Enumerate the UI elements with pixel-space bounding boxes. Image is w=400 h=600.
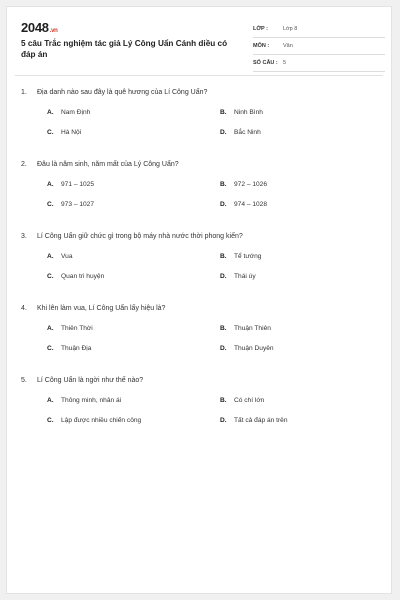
- question-text: [21, 229, 381, 243]
- quiz-meta-table: [253, 21, 385, 72]
- option-a[interactable]: [47, 106, 220, 118]
- option-d[interactable]: [220, 414, 393, 426]
- option-text: Thông minh, nhân ái: [61, 396, 122, 404]
- header-divider: [15, 75, 383, 76]
- option-list: [47, 106, 381, 138]
- meta-value: 5: [283, 60, 287, 66]
- option-letter: B.: [220, 108, 227, 116]
- question-3: [21, 229, 381, 301]
- option-b[interactable]: [220, 322, 393, 334]
- option-letter: C.: [47, 344, 54, 352]
- question-prompt: Khi lên làm vua, Lí Công Uẩn lấy hiệu là?: [37, 304, 166, 312]
- option-list: [47, 394, 381, 426]
- option-letter: C.: [47, 272, 54, 280]
- option-b[interactable]: [220, 250, 393, 262]
- option-d[interactable]: [220, 342, 393, 354]
- question-4: [21, 301, 381, 373]
- option-c[interactable]: [47, 414, 220, 426]
- option-text: Tể tướng: [234, 252, 262, 260]
- option-a[interactable]: [47, 250, 220, 262]
- meta-row-grade: [253, 21, 385, 38]
- option-letter: D.: [220, 344, 227, 352]
- meta-value: Văn: [283, 43, 293, 49]
- option-c[interactable]: [47, 270, 220, 282]
- meta-row-subject: [253, 38, 385, 55]
- option-text: Có chí lớn: [234, 396, 265, 404]
- meta-label: SỐ CÂU :: [253, 60, 278, 66]
- option-letter: D.: [220, 272, 227, 280]
- site-logo[interactable]: [21, 20, 58, 35]
- option-letter: C.: [47, 128, 54, 136]
- option-text: Vua: [61, 252, 73, 260]
- option-b[interactable]: [220, 394, 393, 406]
- option-b[interactable]: [220, 106, 393, 118]
- option-text: Thuận Duyên: [234, 344, 274, 352]
- option-letter: A.: [47, 108, 54, 116]
- option-text: Bắc Ninh: [234, 128, 261, 136]
- option-letter: B.: [220, 180, 227, 188]
- option-text: Thiên Thời: [61, 324, 93, 332]
- question-1: [21, 85, 381, 157]
- option-letter: B.: [220, 252, 227, 260]
- option-letter: B.: [220, 324, 227, 332]
- question-text: [21, 373, 381, 387]
- option-text: 972 – 1026: [234, 180, 268, 188]
- option-d[interactable]: [220, 198, 393, 210]
- option-letter: C.: [47, 416, 54, 424]
- option-text: Quan tri huyện: [61, 272, 105, 280]
- meta-row-question-count: [253, 55, 385, 72]
- option-letter: B.: [220, 396, 227, 404]
- option-letter: D.: [220, 128, 227, 136]
- question-prompt: Đâu là năm sinh, năm mất của Lý Công Uẩn?: [37, 160, 179, 168]
- option-text: 971 – 1025: [61, 180, 95, 188]
- quiz-title: 5 câu Trắc nghiệm tác giả Lý Công Uẩn Cánh diều có đáp án: [21, 39, 228, 59]
- question-text: [21, 157, 381, 171]
- option-text: Thái úy: [234, 272, 256, 280]
- question-prompt: Địa danh nào sau đây là quê hương của Lí Công Uẩn?: [37, 88, 208, 96]
- option-b[interactable]: [220, 178, 393, 190]
- option-d[interactable]: [220, 270, 393, 282]
- meta-value: Lớp 8: [283, 26, 298, 32]
- meta-label: MÔN :: [253, 43, 270, 49]
- option-text: Thuận Địa: [61, 344, 92, 352]
- option-letter: D.: [220, 200, 227, 208]
- option-letter: A.: [47, 180, 54, 188]
- meta-label: LỚP :: [253, 26, 268, 32]
- option-a[interactable]: [47, 178, 220, 190]
- question-prompt: Lí Công Uẩn giữ chức gì trong bộ máy nhà nước thời phong kiến?: [37, 232, 243, 240]
- question-text: [21, 301, 381, 315]
- question-text: [21, 85, 381, 99]
- quiz-sheet: [6, 6, 392, 594]
- option-text: 974 – 1028: [234, 200, 268, 208]
- question-list: [21, 85, 381, 445]
- option-list: [47, 178, 381, 210]
- option-list: [47, 322, 381, 354]
- logo-suffix-text: .vn: [49, 28, 58, 34]
- option-letter: C.: [47, 200, 54, 208]
- logo-main-text: 2048: [21, 20, 49, 35]
- option-text: Lập được nhiều chiến công: [61, 416, 142, 424]
- question-number: 3.: [21, 232, 27, 240]
- option-letter: A.: [47, 396, 54, 404]
- option-text: Hà Nội: [61, 128, 82, 136]
- question-prompt: Lí Công Uẩn là ngời như thế nào?: [37, 376, 144, 384]
- option-c[interactable]: [47, 126, 220, 138]
- option-c[interactable]: [47, 198, 220, 210]
- option-c[interactable]: [47, 342, 220, 354]
- option-text: Thuận Thiên: [234, 324, 271, 332]
- question-number: 5.: [21, 376, 27, 384]
- option-d[interactable]: [220, 126, 393, 138]
- option-a[interactable]: [47, 322, 220, 334]
- option-letter: A.: [47, 324, 54, 332]
- option-text: Nam Định: [61, 108, 91, 116]
- option-text: Ninh Bình: [234, 108, 263, 116]
- option-list: [47, 250, 381, 282]
- option-letter: D.: [220, 416, 227, 424]
- option-a[interactable]: [47, 394, 220, 406]
- question-5: [21, 373, 381, 445]
- question-number: 1.: [21, 88, 27, 96]
- question-number: 2.: [21, 160, 27, 168]
- question-2: [21, 157, 381, 229]
- option-text: Tất cả đáp án trên: [234, 416, 288, 424]
- question-number: 4.: [21, 304, 27, 312]
- option-letter: A.: [47, 252, 54, 260]
- option-text: 973 – 1027: [61, 200, 95, 208]
